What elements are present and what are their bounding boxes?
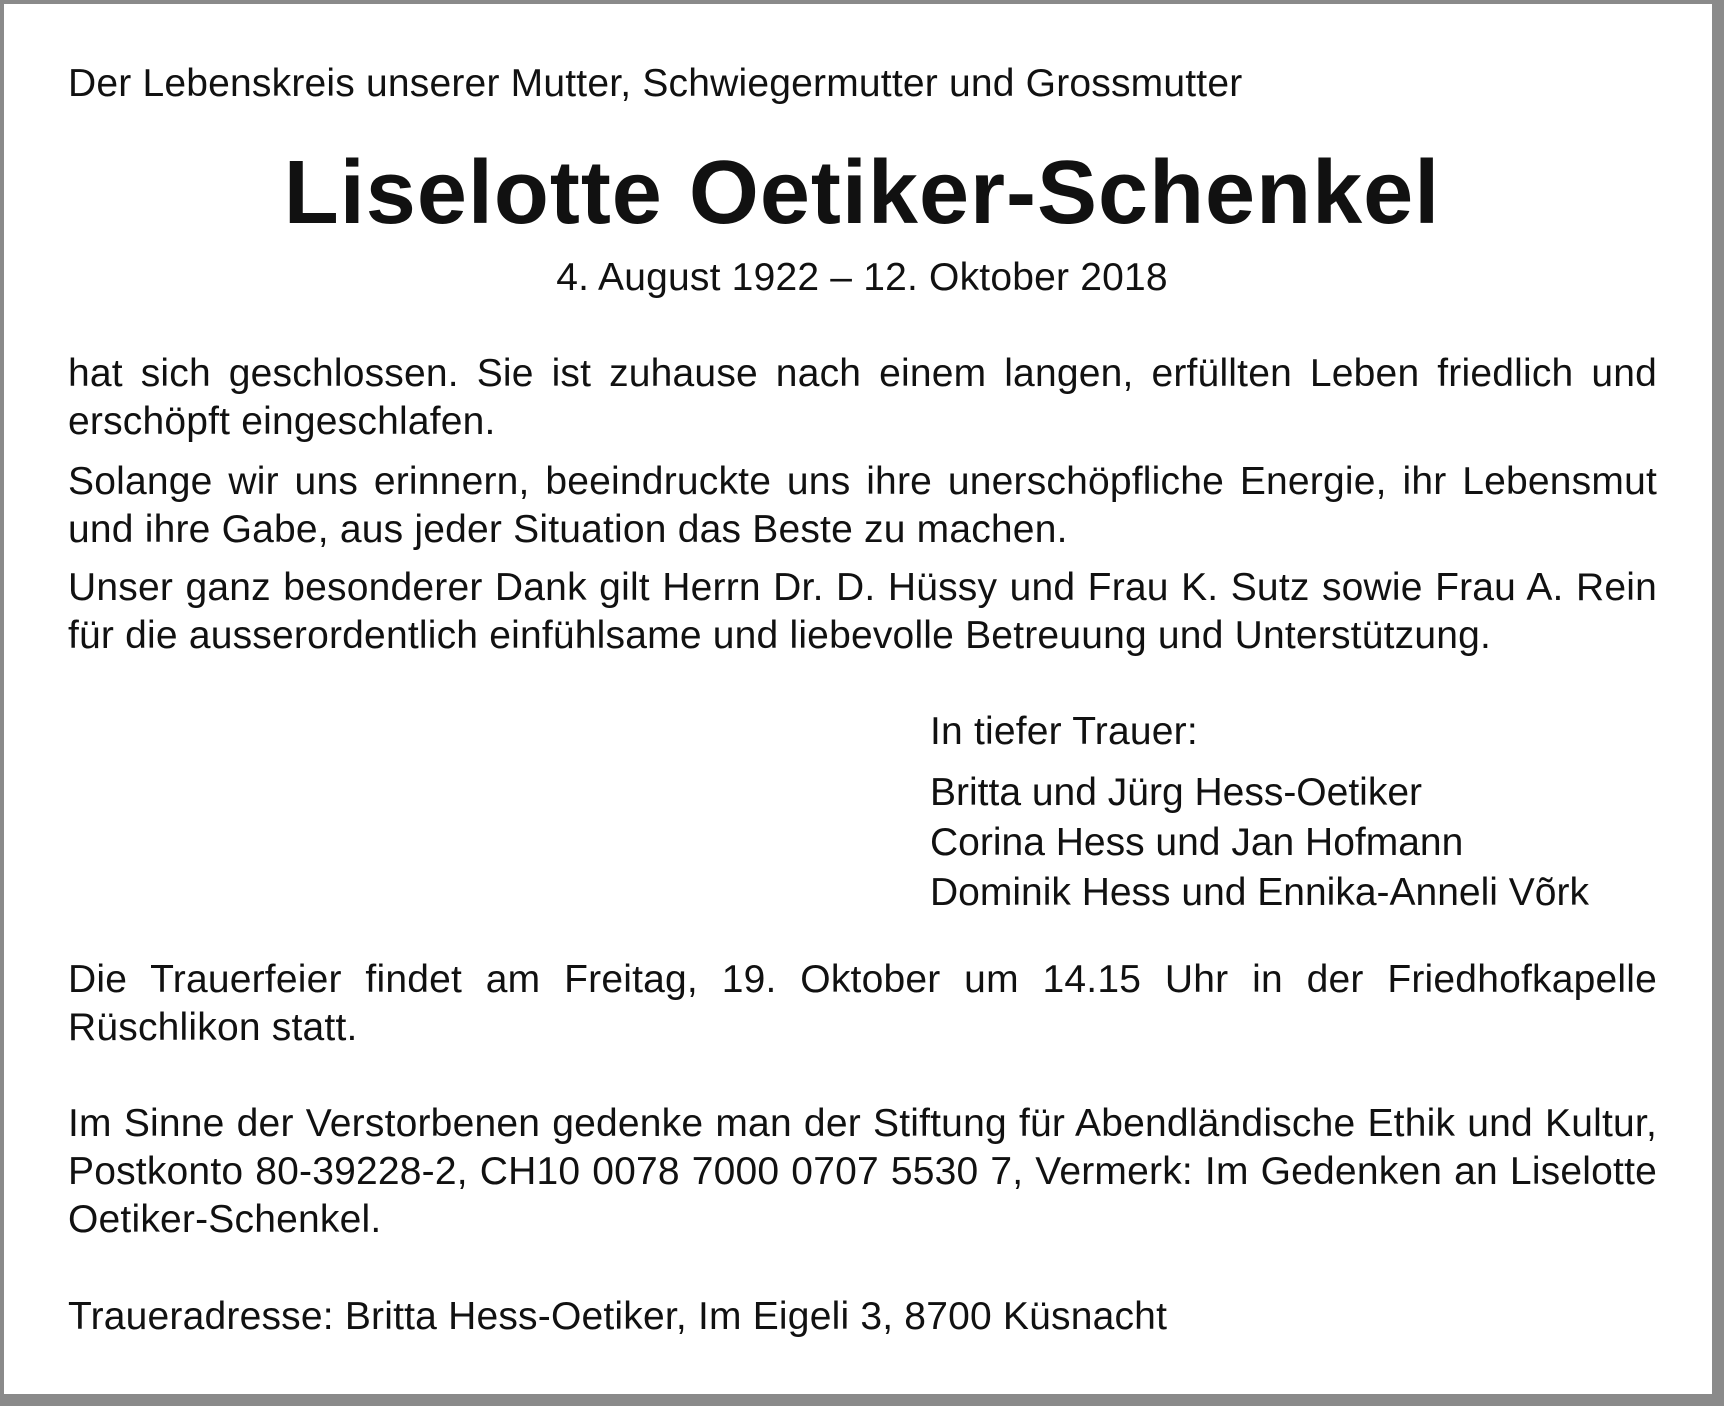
deceased-name: Liselotte Oetiker-Schenkel <box>283 143 1441 243</box>
paragraph-closing: hat sich geschlossen. Sie ist zuhause nach einem langen, erfüllten Leben friedlich und erschöpft eingeschlafen. <box>68 352 1657 443</box>
funeral-announcement: Die Trauerfeier findet am Freitag, 19. Oktober um 14.15 Uhr in der Friedhofkapelle Rüschlikon statt. <box>68 958 1657 1049</box>
donation-note: Im Sinne der Verstorbenen gedenke man der Stiftung für Abendländische Ethik und Kultur, Postkonto 80-39228-2, CH10 0078 7000 0707 5530 7, Vermerk: Im Gedenken an Liselotte Oetiker-Schenkel. <box>68 1102 1657 1241</box>
mourning-address: Traueradresse: Britta Hess-Oetiker, Im Eigeli 3, 8700 Küsnacht <box>68 1295 1168 1338</box>
mourner-name: Corina Hess und Jan Hofmann <box>930 821 1464 864</box>
intro-line: Der Lebenskreis unserer Mutter, Schwiegermutter und Grossmutter <box>68 62 1243 105</box>
mourner-name: Britta und Jürg Hess-Oetiker <box>930 771 1423 814</box>
mourner-name: Dominik Hess und Ennika-Anneli Võrk <box>930 871 1589 914</box>
paragraph-thanks: Unser ganz besonderer Dank gilt Herrn Dr. D. Hüssy und Frau K. Sutz sowie Frau A. Rein für die ausserordentlich einfühlsame und liebevolle Betreuung und Unterstützung. <box>68 566 1657 657</box>
paragraph-memory: Solange wir uns erinnern, beeindruckte uns ihre unerschöpfliche Energie, ihr Lebensmut und ihre Gabe, aus jeder Situation das Beste zu machen. <box>68 460 1657 551</box>
mourners-list <box>930 768 1589 918</box>
life-dates: 4. August 1922 – 12. Oktober 2018 <box>556 256 1168 299</box>
mourners-heading: In tiefer Trauer: <box>930 710 1198 753</box>
